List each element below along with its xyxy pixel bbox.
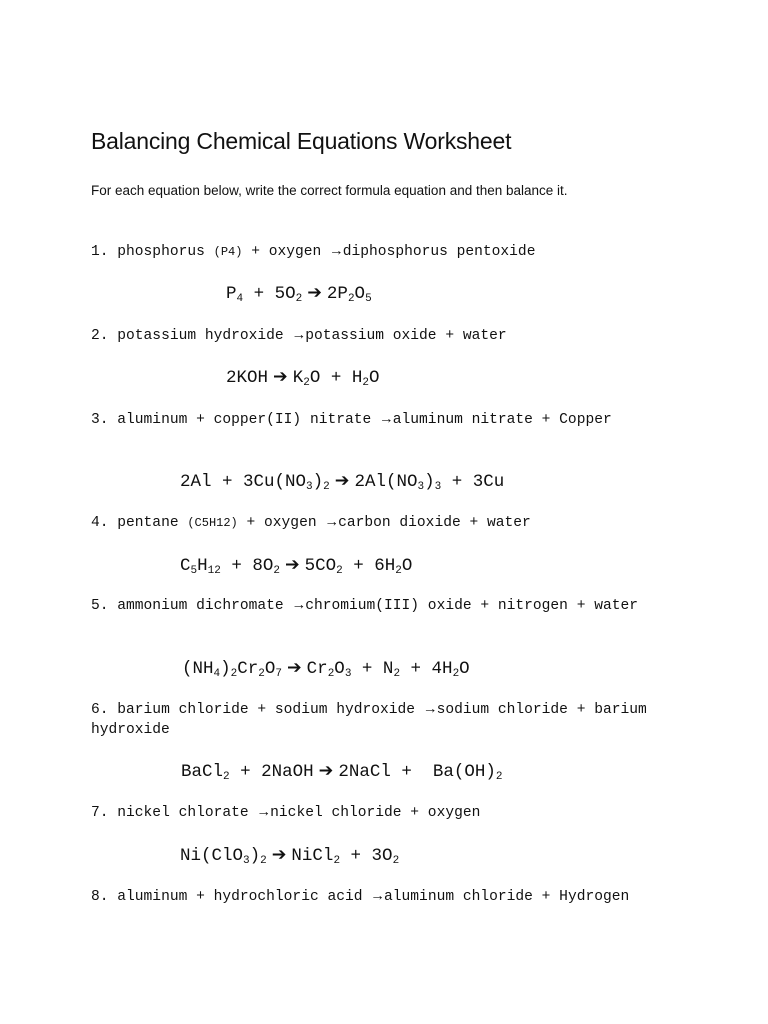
reactants [226, 368, 268, 388]
reactants [182, 659, 282, 679]
yields-arrow-icon: ➔ [284, 555, 300, 575]
subscript: 2 [260, 855, 267, 867]
instructions-text: For each equation below, write the correct formula equation and then balance it. [91, 183, 568, 198]
word-arrow-icon: → [294, 328, 304, 344]
question-text: pentane [117, 515, 188, 531]
yields-arrow-icon: ➔ [271, 845, 287, 865]
products [307, 659, 470, 679]
formula-text: 2KOH [226, 368, 269, 388]
formula-text: + 5O [243, 284, 296, 304]
word-arrow-icon: → [294, 598, 304, 614]
products [293, 368, 380, 388]
question-number: 4. [91, 515, 109, 531]
question-4 [91, 513, 651, 533]
formula-text: O [354, 284, 366, 304]
question-text: (P4) [213, 245, 243, 259]
question-number: 6. [91, 702, 109, 718]
yields-arrow-icon: ➔ [334, 471, 350, 491]
formula-text: O [368, 368, 380, 388]
subscript: 3 [344, 668, 352, 680]
formula-text: K [292, 368, 304, 388]
question-6 [91, 700, 651, 740]
yields-arrow-icon: ➔ [318, 761, 334, 781]
subscript: 2 [303, 377, 310, 389]
formula-text: ) [220, 659, 231, 679]
balanced-equation-1 [226, 282, 372, 305]
formula-text: O [334, 659, 345, 679]
formula-text: BaCl [181, 762, 224, 782]
formula-text: + 2NaOH [229, 762, 314, 782]
formula-text: 2Al(NO [354, 472, 418, 492]
balanced-equation-2 [226, 366, 379, 389]
balanced-equation-6 [181, 760, 502, 783]
formula-text: 2P [326, 284, 348, 304]
reactants [180, 472, 330, 492]
question-text: aluminum nitrate + Copper [392, 412, 612, 428]
formula-text: C [180, 556, 191, 576]
question-text: potassium hydroxide [117, 328, 293, 344]
subscript: 2 [393, 668, 401, 680]
formula-text: H [197, 556, 208, 576]
formula-text: Cr [237, 659, 259, 679]
reactants [226, 284, 302, 304]
question-1 [91, 242, 651, 262]
formula-text: O + H [309, 368, 363, 388]
question-number: 2. [91, 328, 109, 344]
question-2 [91, 326, 651, 346]
formula-text: + 3Cu [441, 472, 505, 492]
formula-text: Cr [306, 659, 328, 679]
formula-text: + 6H [342, 556, 396, 576]
subscript: 2 [495, 771, 503, 783]
formula-text: NiCl [291, 846, 334, 866]
subscript: 2 [295, 293, 303, 305]
subscript: 2 [336, 565, 343, 577]
formula-text: Ni(ClO [180, 846, 244, 866]
question-number: 1. [91, 244, 109, 260]
yields-arrow-icon: ➔ [287, 658, 302, 678]
question-text: barium chloride + sodium hydroxide [117, 702, 424, 718]
subscript: 2 [230, 668, 238, 680]
subscript: 3 [306, 481, 313, 493]
formula-text: (NH [182, 659, 214, 679]
balanced-equation-5 [182, 657, 470, 680]
balanced-equation-4 [180, 554, 412, 577]
subscript: 2 [395, 565, 402, 577]
formula-text: 2Al + 3Cu(NO [180, 472, 307, 492]
subscript: 2 [258, 668, 265, 680]
word-arrow-icon: → [425, 702, 435, 718]
subscript: 2 [452, 668, 460, 680]
word-arrow-icon: → [327, 515, 337, 531]
question-text: aluminum + hydrochloric acid [117, 889, 372, 905]
question-text: aluminum chloride + Hydrogen [384, 889, 630, 905]
subscript: 2 [223, 771, 230, 783]
word-arrow-icon: → [332, 244, 341, 260]
formula-text: P [226, 284, 237, 304]
page-title: Balancing Chemical Equations Worksheet [91, 128, 512, 154]
question-text: nickel chlorate [117, 805, 258, 821]
subscript: 3 [417, 481, 425, 493]
formula-text: 5CO [304, 556, 337, 576]
question-number: 7. [91, 805, 109, 821]
reactants [180, 846, 267, 866]
question-text: potassium oxide + water [305, 328, 507, 344]
question-text: + oxygen [237, 515, 326, 531]
question-text: + oxygen [242, 244, 331, 260]
question-number: 3. [91, 412, 109, 428]
formula-text: O [401, 556, 413, 576]
question-3 [91, 410, 651, 430]
question-text: ammonium dichromate [117, 598, 293, 614]
subscript: 2 [362, 377, 369, 389]
reactants [180, 556, 280, 576]
subscript: 4 [236, 293, 244, 305]
products [327, 284, 372, 304]
formula-text: + N [351, 659, 394, 679]
question-number: 8. [91, 889, 109, 905]
formula-text: + 8O [220, 556, 274, 576]
question-text: diphosphorus pentoxide [342, 244, 536, 260]
subscript: 12 [207, 565, 221, 577]
subscript: 2 [273, 565, 280, 577]
balanced-equation-3 [180, 470, 504, 493]
yields-arrow-icon: ➔ [307, 283, 322, 303]
subscript: 4 [213, 668, 221, 680]
question-text: aluminum + copper(II) nitrate [117, 412, 381, 428]
subscript: 2 [347, 293, 355, 305]
formula-text: + 4H [400, 659, 453, 679]
yields-arrow-icon: ➔ [273, 367, 288, 387]
formula-text: 2NaCl + Ba(OH) [338, 762, 496, 782]
subscript: 2 [327, 668, 335, 680]
subscript: 5 [365, 293, 372, 305]
subscript: 7 [275, 668, 282, 680]
balanced-equation-7 [180, 844, 399, 867]
question-7 [91, 803, 651, 823]
question-text: sodium chloride + barium hydroxide [91, 702, 647, 738]
formula-text: ) [249, 846, 261, 866]
question-number: 5. [91, 598, 109, 614]
products [305, 556, 413, 576]
subscript: 3 [434, 481, 442, 493]
products [354, 472, 504, 492]
formula-text: + 3O [340, 846, 393, 866]
question-text: nickel chloride + oxygen [270, 805, 481, 821]
subscript: 5 [190, 565, 198, 577]
reactants [181, 762, 314, 782]
formula-text: O [459, 659, 470, 679]
word-arrow-icon: → [373, 889, 383, 905]
word-arrow-icon: → [382, 412, 391, 428]
formula-text: ) [312, 472, 324, 492]
question-text: (C5H12) [187, 516, 238, 530]
question-text: chromium(III) oxide + nitrogen + water [305, 598, 638, 614]
subscript: 3 [243, 855, 250, 867]
formula-text: ) [424, 472, 435, 492]
subscript: 2 [333, 855, 341, 867]
products [291, 846, 399, 866]
products [338, 762, 502, 782]
question-text: carbon dioxide + water [338, 515, 531, 531]
formula-text: O [264, 659, 276, 679]
question-text: phosphorus [117, 244, 214, 260]
subscript: 2 [323, 481, 330, 493]
question-8 [91, 887, 651, 907]
subscript: 2 [392, 855, 400, 867]
question-5 [91, 596, 651, 616]
word-arrow-icon: → [259, 805, 269, 821]
